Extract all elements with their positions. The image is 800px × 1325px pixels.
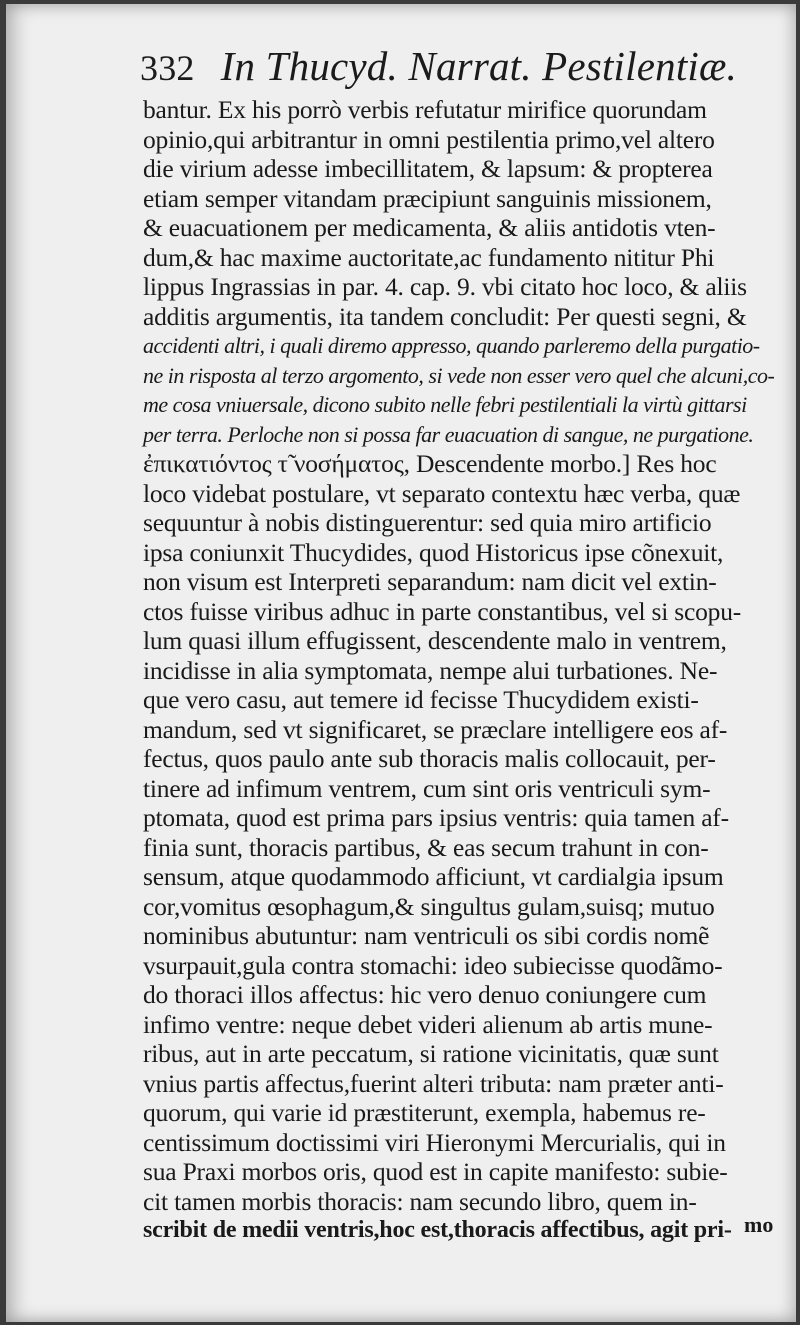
italian-quote-line: accidenti altri, i quali diremo appresso, quando parleremo della purgatio-: [143, 333, 760, 358]
text-line: que vero casu, aut temere id fecisse Thucydidem existi-: [143, 685, 699, 714]
text-line: tinere ad infimum ventrem, cum sint oris ventriculi sym-: [143, 773, 711, 803]
text-line: non visum est Interpreti separandum: nam dicit vel extin-: [143, 567, 717, 596]
text-line: dum,& hac maxime auctoritate,ac fundamento nititur Phi: [143, 242, 715, 272]
text-line: fectus, quos paulo ante sub thoracis malis collocauit, per-: [143, 744, 716, 773]
running-title: In Thucyd. Narrat. Pestilentiæ.: [220, 43, 738, 89]
text-line: ipsa coniunxit Thucydides, quod Historicus ipse cõnexuit,: [143, 537, 724, 567]
text-line: ribus, aut in arte peccatum, si ratione vicinitatis, quæ sunt: [143, 1039, 719, 1068]
text-line: vsurpauit,gula contra stomachi: ideo subiecisse quodãmo-: [143, 950, 723, 980]
text-line: opinio,qui arbitrantur in omni pestilentia primo,vel altero: [143, 124, 715, 154]
italian-quote-line: per terra. Perloche non si possa far euacuation di sangue, ne purgatione.: [143, 421, 754, 447]
body-text: [143, 95, 783, 1246]
italian-quote-line: ne in risposta al terzo argomento, si vede non esser vero quel che alcuni,co-: [143, 362, 775, 388]
text-line: loco videbat postulare, vt separato contextu hæc verba, quæ: [143, 478, 741, 508]
text-line: incidisse in alia symptomata, nempe alui turbationes. Ne-: [143, 655, 718, 685]
text-line: finia sunt, thoracis partibus, & eas secum trahunt in con-: [143, 832, 709, 862]
text-line: do thoraci illos affectus: hic vero denuo coniungere cum: [143, 980, 707, 1009]
text-line: etiam semper vitandam præcipiunt sanguinis missionem,: [143, 183, 712, 213]
text-line: vnius partis affectus,fuerint alteri tributa: nam præter anti-: [143, 1068, 724, 1098]
text-line: ctos fuisse viribus adhuc in parte constantibus, vel si scopu-: [143, 596, 742, 626]
text-line: scribit de medii ventris,hoc est,thoracis affectibus, agit pri-: [143, 1217, 732, 1243]
text-line: die virium adesse imbecillitatem, & lapsum: & propterea: [143, 154, 713, 183]
book-page: [6, 4, 796, 1322]
italian-quote-line: me cosa vniuersale, dicono subito nelle febri pestilentiali la virtù gittarsi: [143, 392, 747, 417]
text-line: centissimum doctissimi viri Hieronymi Mercurialis, qui in: [143, 1127, 726, 1157]
text-line: & euacuationem per medicamenta, & aliis antidotis vten-: [143, 213, 716, 242]
text-line: ptomata, quod est prima pars ipsius ventris: quia tamen af-: [143, 803, 729, 832]
text-line: bantur. Ex his porrò verbis refutatur mirifice quorundam: [143, 95, 707, 124]
text-line: cit tamen morbis thoracis: nam secundo libro, quem in-: [143, 1186, 697, 1216]
running-header: [140, 42, 760, 92]
text-line: quorum, qui varie id præstiterunt, exempla, habemus re-: [143, 1098, 706, 1127]
text-line: additis argumentis, ita tandem concludit: Per questi segni, &: [143, 301, 747, 331]
text-line: sensum, atque quodammodo afficiunt, vt cardialgia ipsum: [143, 862, 724, 891]
text-line: sequuntur à nobis distinguerentur: sed quia miro artificio: [143, 508, 712, 537]
lemma-line: ἐπικατιόντος τ̃ νοσήματος, Descendente morbo.] Res hoc: [143, 449, 717, 478]
text-line: cor,vomitus œsophagum,& singultus gulam,suisq; mutuo: [143, 891, 715, 921]
text-line: infimo ventre: neque debet videri alienum ab artis mune-: [143, 1009, 713, 1039]
catchword: mo: [744, 1212, 774, 1237]
page-number: 332: [140, 48, 195, 88]
text-line: nominibus abutuntur: nam ventriculi os sibi cordis nomẽ: [143, 921, 710, 950]
text-line: lum quasi illum effugissent, descendente malo in ventrem,: [143, 626, 727, 655]
text-line: lippus Ingrassias in par. 4. cap. 9. vbi citato hoc loco, & aliis: [143, 272, 747, 301]
text-line: sua Praxi morbos oris, quod est in capite manifesto: subie-: [143, 1157, 728, 1186]
text-line: mandum, sed vt significaret, se præclare intelligere eos af-: [143, 714, 728, 744]
